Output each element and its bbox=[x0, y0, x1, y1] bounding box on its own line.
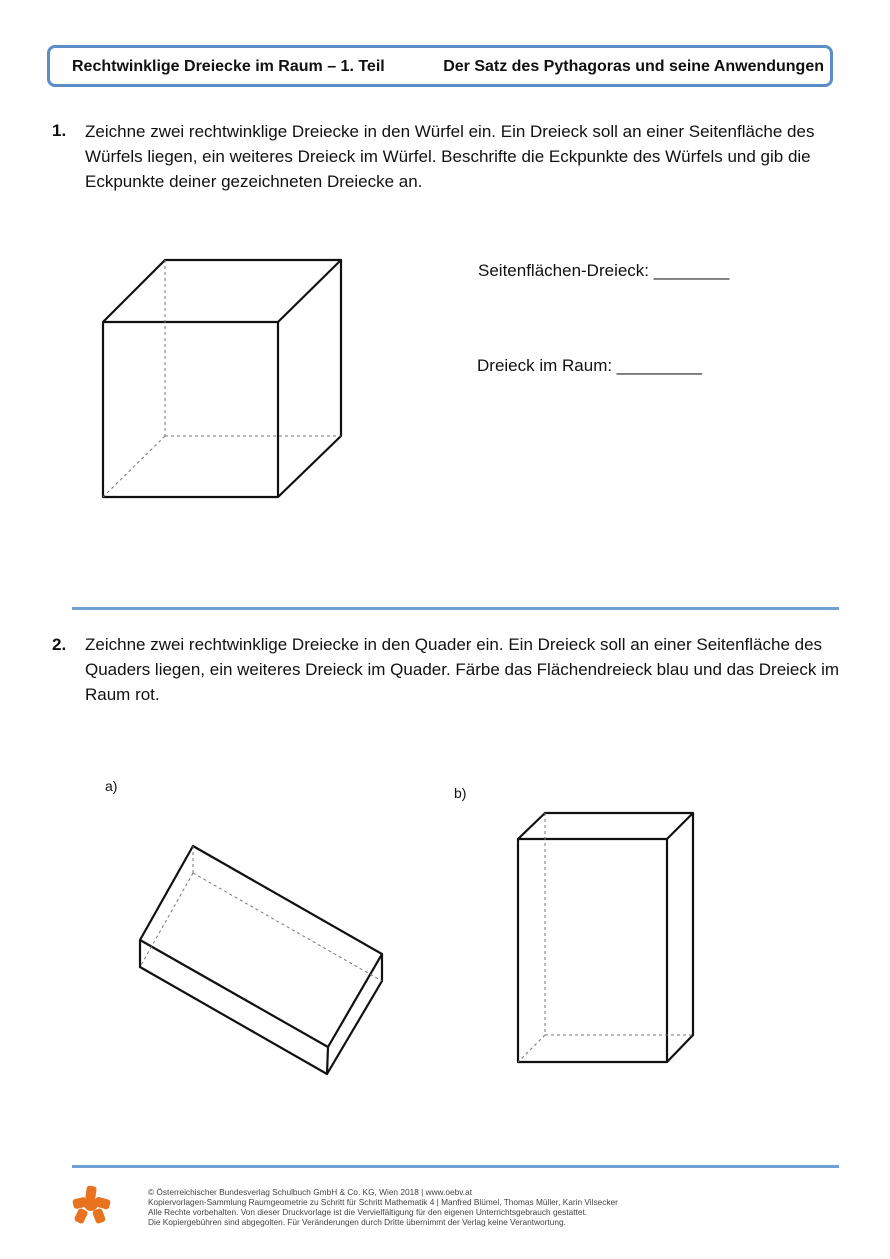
footer-copyright bbox=[148, 1187, 848, 1227]
footer-line-2: Kopiervorlagen-Sammlung Raumgeometrie zu Schritt für Schritt Mathematik 4 | Manfred Blümel, Thomas Müller, Karin Vilsecker bbox=[148, 1197, 618, 1207]
answer-space-triangle: Dreieck im Raum: _________ bbox=[477, 356, 702, 375]
header-left-title: Rechtwinklige Dreiecke im Raum – 1. Teil bbox=[72, 58, 385, 75]
footer-line-3: Alle Rechte vorbehalten. Von dieser Druckvorlage ist die Vervielfältigung für den eigenen Unterrichtsgebrauch gestattet. bbox=[148, 1207, 588, 1217]
task2-text: Zeichne zwei rechtwinklige Dreiecke in den Quader ein. Ein Dreieck soll an einer Seitenfläche des Quaders liegen, ein weiteres Dreieck im Quader. Färbe das Flächendreieck blau und das Dreieck im Raum rot. bbox=[85, 635, 840, 704]
task2-number: 2. bbox=[52, 635, 67, 654]
footer-divider bbox=[72, 1165, 839, 1168]
cube-figure bbox=[103, 260, 341, 497]
task1-text: Zeichne zwei rechtwinklige Dreiecke in den Würfel ein. Ein Dreieck soll an einer Seitenfläche des Würfels liegen, ein weiteres Dreieck im Würfel. Beschrifte die Eckpunkte des Würfels und gib die Eckpunkte deiner gezeichneten Dreiecke an. bbox=[85, 122, 815, 191]
section-divider bbox=[72, 607, 839, 610]
footer-line-1: © Österreichischer Bundesverlag Schulbuch GmbH & Co. KG, Wien 2018 | www.oebv.at bbox=[148, 1187, 472, 1197]
task1-number: 1. bbox=[52, 121, 67, 140]
footer-line-4: Die Kopiergebühren sind abgegolten. Für Veränderungen durch Dritte übernimmt der Verlag keine Verantwortung. bbox=[148, 1217, 566, 1227]
label-a: a) bbox=[105, 778, 118, 794]
header-right-title: Der Satz des Pythagoras und seine Anwendungen bbox=[443, 58, 824, 75]
answer-face-triangle: Seitenflächen-Dreieck: ________ bbox=[478, 261, 730, 280]
cuboid-b-figure bbox=[518, 813, 693, 1062]
cuboid-b-front-face bbox=[518, 839, 667, 1062]
label-b: b) bbox=[454, 785, 467, 801]
cuboid-a-figure bbox=[140, 846, 382, 1074]
oebv-logo-icon bbox=[72, 1185, 112, 1225]
